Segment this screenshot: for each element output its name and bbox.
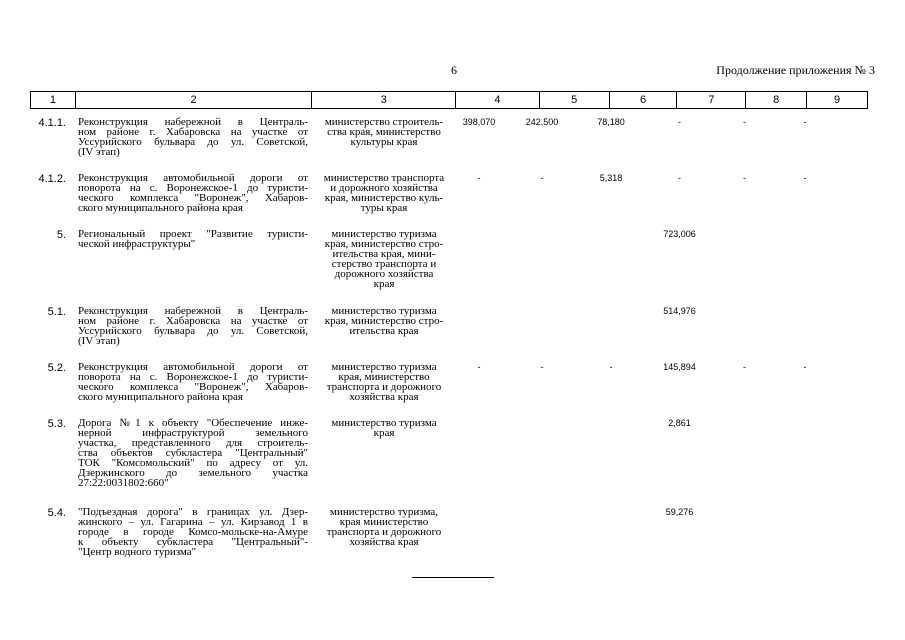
value-col-9: - — [803, 173, 807, 183]
object-name — [78, 418, 310, 488]
object-name-line: Дзержинского до земельного участка — [78, 467, 308, 479]
executor-line: края — [373, 427, 395, 439]
object-name-line: ского муниципального района края — [78, 391, 243, 403]
executor-line: культуры края — [350, 136, 418, 148]
executor-line: края, министерство — [338, 371, 430, 383]
executor-line: министерство туризма — [331, 228, 437, 240]
value-col-7: 59,276 — [665, 507, 694, 517]
executor-line: транспорта и дорожного — [326, 381, 442, 393]
executor-line: ства края, министерство — [327, 126, 441, 138]
header-col-2: 2 — [76, 92, 312, 108]
executor-line: стерство транспорта и — [331, 258, 437, 270]
header-col-5: 5 — [540, 92, 610, 108]
object-name — [78, 173, 310, 213]
row-number: 5.4. — [47, 507, 66, 519]
executor-line: туры края — [360, 202, 408, 214]
object-name-line: нерной инфраструктурой земельного — [78, 427, 308, 439]
object-name-line: ческого комплекса "Воронеж", Хабаров- — [78, 192, 308, 204]
executor-line: края министерство — [339, 516, 429, 528]
value-col-4: - — [477, 362, 481, 372]
page-number: 6 — [451, 63, 457, 77]
value-col-7: - — [678, 117, 681, 127]
value-col-7: - — [678, 173, 681, 183]
object-name-line: (IV этап) — [78, 335, 120, 347]
header-col-1: 1 — [31, 92, 76, 108]
object-name-line: "Подъездная дорога" в границах ул. Дзер- — [78, 506, 308, 518]
row-number: 5.2. — [47, 362, 66, 374]
value-col-7: 145,894 — [663, 362, 696, 372]
executor — [312, 229, 456, 289]
object-name-line: Дорога №1 к объекту "Обеспечение инже- — [78, 417, 308, 429]
value-col-7: 514,976 — [663, 306, 696, 316]
executor — [312, 362, 456, 402]
object-name-line: Реконструкция набережной в Централь- — [78, 305, 308, 317]
executor-line: министерство туризма — [331, 305, 437, 317]
row-number: 5.1. — [47, 306, 66, 318]
value-col-5: - — [540, 362, 544, 372]
object-name-line: (IV этап) — [78, 146, 120, 158]
executor-line: транспорта и дорожного — [326, 526, 442, 538]
value-col-9: - — [803, 117, 807, 127]
row-number: 4.1.2. — [38, 173, 66, 185]
object-name-line: участка, представленного для строитель- — [78, 437, 308, 449]
object-name-line: Реконструкция автомобильной дороги от — [78, 361, 308, 373]
executor-line: и дорожного хозяйства — [330, 182, 438, 194]
executor-line: министерство строитель- — [324, 116, 444, 128]
value-col-6: 5,318 — [599, 173, 623, 183]
executor-line: министерство транспорта — [323, 172, 445, 184]
object-name-line: Уссурийского бульвара до ул. Советской, — [78, 325, 308, 337]
value-col-4: - — [477, 173, 481, 183]
executor — [312, 173, 456, 213]
executor — [312, 418, 456, 438]
row-number: 5.3. — [47, 418, 66, 430]
executor-line: края, министерство куль- — [324, 192, 444, 204]
executor — [312, 507, 456, 547]
header-col-6: 6 — [610, 92, 678, 108]
executor-line: дорожного хозяйства — [334, 268, 434, 280]
object-name-line: ства объектов субкластера "Центральный" — [78, 447, 308, 459]
object-name-line: к объекту субкластера "Центральный"- — [78, 536, 308, 548]
object-name-line: поворота на с. Воронежское-1 до туристи- — [78, 182, 308, 194]
object-name-line: ТОК "Комсомольский" по адресу от ул. — [78, 457, 308, 469]
object-name-line: Реконструкция автомобильной дороги от — [78, 172, 308, 184]
object-name — [78, 507, 310, 557]
object-name-line: ческой инфраструктуры" — [78, 238, 196, 250]
executor-line: края — [373, 278, 395, 290]
object-name-line: Реконструкция набережной в Централь- — [78, 116, 308, 128]
value-col-8: - — [743, 117, 746, 127]
object-name-line: ном районе г. Хабаровска на участке от — [78, 315, 308, 327]
value-col-6: 78,180 — [597, 117, 625, 127]
object-name-line: Уссурийского бульвара до ул. Советской, — [78, 136, 308, 148]
value-col-5: 242,500 — [525, 117, 559, 127]
value-col-7: 723,006 — [663, 229, 696, 239]
object-name — [78, 306, 310, 346]
executor-line: края, министерство стро- — [324, 238, 444, 250]
object-name-line: жинского – ул. Гагарина – ул. Кирзавод 1 в — [78, 516, 308, 528]
table-header-row — [30, 91, 868, 109]
executor-line: ительства края, мини- — [332, 248, 436, 260]
value-col-8: - — [743, 362, 746, 372]
object-name-line: ческого комплекса "Воронеж", Хабаров- — [78, 381, 308, 393]
executor-line: ительства края — [349, 325, 419, 337]
header-col-9: 9 — [834, 94, 841, 106]
value-col-9: - — [803, 362, 807, 372]
object-name — [78, 117, 310, 157]
value-col-7: 2,861 — [668, 418, 691, 428]
object-name-line: ном районе г. Хабаровска на участке от — [78, 126, 308, 138]
value-col-5: - — [540, 173, 544, 183]
object-name-line: городе в городе Комсо-мольске-на-Амуре — [78, 526, 308, 538]
value-col-8: - — [743, 173, 746, 183]
executor-line: министерство туризма — [331, 361, 437, 373]
header-col-8: 8 — [746, 92, 807, 108]
executor-line: края, министерство стро- — [324, 315, 444, 327]
header-col-4: 4 — [456, 92, 540, 108]
header-col-7: 7 — [677, 92, 746, 108]
executor — [312, 306, 456, 336]
object-name — [78, 229, 310, 249]
row-number: 5. — [56, 229, 66, 241]
value-col-6: - — [609, 362, 613, 372]
object-name-line: 27:22:0031802:660" — [78, 477, 169, 489]
header-col-3: 3 — [312, 92, 456, 108]
executor-line: хозяйства края — [349, 536, 419, 548]
value-col-4: 398,070 — [462, 117, 496, 127]
object-name — [78, 362, 310, 402]
object-name-line: ского муниципального района края — [78, 202, 243, 214]
executor-line: хозяйства края — [349, 391, 419, 403]
object-name-line: Региональный проект "Развитие туристи- — [78, 228, 308, 240]
continuation-note: Продолжение приложения № 3 — [716, 63, 875, 77]
object-name-line: "Центр водного туризма" — [78, 546, 197, 558]
executor-line: министерство туризма, — [329, 506, 438, 518]
row-number: 4.1.1. — [38, 117, 66, 129]
executor-line: министерство туризма — [331, 417, 437, 429]
footer-divider — [412, 577, 494, 578]
object-name-line: поворота на с. Воронежское-1 до туристи- — [78, 371, 308, 383]
executor — [312, 117, 456, 147]
